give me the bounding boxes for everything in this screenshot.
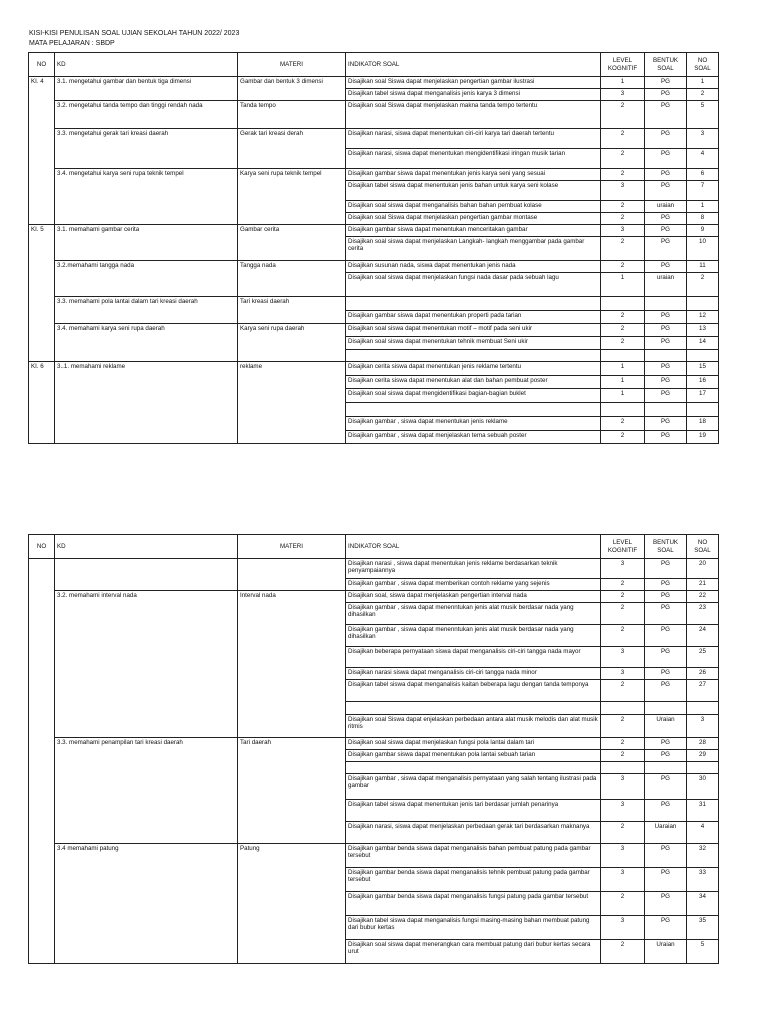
question-number-cell: 20 [687, 559, 719, 579]
level-cell: 2 [601, 822, 645, 844]
indicator-cell: Disajikan narasi , siswa dapat menentukan jenis reklame berdasarkan teknik penyampaiannya [346, 559, 601, 579]
indicator-cell: Disajikan gambar , siswa dapat menenntukan jenis alat musik berdasar nada yang dihasilkan [346, 603, 601, 625]
indicator-cell: Disajikan soal siswa dapat menjelaskan fungsi nada dasar pada sebuah lagu [346, 273, 601, 297]
question-number-cell: 3 [687, 715, 719, 738]
indicator-cell [346, 297, 601, 311]
question-number-cell: 28 [687, 738, 719, 750]
level-cell: 3 [601, 647, 645, 668]
level-cell: 2 [601, 591, 645, 603]
question-number-cell: 30 [687, 774, 719, 800]
indicator-cell: Disajikan gambar benda siswa dapat menganalisis fungsi patung pada gambar tersebut [346, 892, 601, 916]
level-cell: 1 [601, 389, 645, 403]
question-type-cell: PG [645, 337, 687, 350]
level-cell [601, 297, 645, 311]
level-cell: 2 [601, 324, 645, 337]
indicator-cell: Disajikan tabel siswa dapat menganalisis fungsi masing-masing bahan membuat patung dari bubur kertas [346, 916, 601, 940]
col-header-no: NO [29, 535, 55, 559]
col-header-materi: MATERI [238, 535, 346, 559]
materi-cell: Gerak tari kreasi derah [238, 129, 346, 169]
level-cell: 2 [601, 750, 645, 762]
level-cell: 2 [601, 337, 645, 350]
level-cell: 2 [601, 603, 645, 625]
level-cell: 2 [601, 311, 645, 324]
question-number-cell: 1 [687, 201, 719, 213]
col-header-materi: MATERI [238, 53, 346, 77]
level-cell: 1 [601, 273, 645, 297]
col-header-no-soal: NO SOAL [687, 535, 719, 559]
question-type-cell: Uaraian [645, 822, 687, 844]
indicator-cell: Disajikan gambar , siswa dapat menenntukan jenis alat musik berdasar nada yang dihasilkan [346, 625, 601, 647]
question-number-cell [687, 350, 719, 362]
question-number-cell: 11 [687, 261, 719, 273]
question-type-cell: PG [645, 237, 687, 261]
indicator-cell: Disajikan tabel siswa dapat menganalisis jenis karya 3 dimensi [346, 89, 601, 101]
question-type-cell: PG [645, 324, 687, 337]
question-number-cell: 31 [687, 800, 719, 822]
materi-cell: reklame [238, 362, 346, 444]
materi-cell: Karya seni rupa teknik tempel [238, 169, 346, 225]
question-type-cell: PG [645, 916, 687, 940]
indicator-cell: Disajikan soal siswa dapat mengidentifikasi bagian-bagian buklet [346, 389, 601, 403]
question-number-cell: 24 [687, 625, 719, 647]
level-cell [601, 762, 645, 774]
indicator-cell: Disajikan cerita siswa dapat menentukan jenis reklame tertentu [346, 362, 601, 376]
question-type-cell: PG [645, 680, 687, 702]
level-cell: 2 [601, 261, 645, 273]
kd-cell: 3.1. memahami gambar cerita [55, 225, 238, 261]
question-number-cell: 12 [687, 311, 719, 324]
col-header-no: NO [29, 53, 55, 77]
level-cell: 2 [601, 417, 645, 431]
question-number-cell [687, 297, 719, 311]
level-cell: 3 [601, 868, 645, 892]
question-type-cell: PG [645, 868, 687, 892]
kd-cell [55, 559, 238, 591]
question-number-cell: 35 [687, 916, 719, 940]
indicator-cell: Disajikan soal Siswa dapat menjelaskan makna tanda tempo tertentu [346, 101, 601, 129]
blueprint-table-2 [28, 534, 719, 964]
question-type-cell: PG [645, 892, 687, 916]
question-number-cell: 29 [687, 750, 719, 762]
question-type-cell: PG [645, 213, 687, 225]
question-number-cell: 5 [687, 940, 719, 964]
kd-cell: 3.2. mengetahui tanda tempo dan tinggi rendah nada [55, 101, 238, 129]
level-cell: 3 [601, 844, 645, 868]
table-header-row [29, 53, 719, 77]
indicator-cell: Disajikan gambar , siswa dapat menentukan jenis reklame [346, 417, 601, 431]
question-number-cell: 32 [687, 844, 719, 868]
materi-cell [238, 559, 346, 591]
col-header-kd: KD [55, 53, 238, 77]
materi-cell: Interval nada [238, 591, 346, 738]
indicator-cell: Disajikan gambar benda siswa dapat menganalisis tehnik pembuat patung pada gambar tersebut [346, 868, 601, 892]
question-type-cell [645, 297, 687, 311]
col-header-bentuk: BENTUK SOAL [645, 535, 687, 559]
indicator-cell [346, 762, 601, 774]
document-header [29, 29, 239, 49]
question-number-cell: 33 [687, 868, 719, 892]
question-type-cell: PG [645, 417, 687, 431]
level-cell: 2 [601, 149, 645, 169]
question-type-cell: PG [645, 225, 687, 237]
indicator-cell: Disajikan gambar siswa dapat menentukan menceritakan gambar [346, 225, 601, 237]
indicator-cell: Disajikan soal siswa dapat menjelaskan Langkah- langkah menggambar pada gambar cerita [346, 237, 601, 261]
question-number-cell [687, 403, 719, 417]
level-cell: 2 [601, 625, 645, 647]
level-cell: 3 [601, 800, 645, 822]
question-type-cell: uraian [645, 201, 687, 213]
col-header-kd: KD [55, 535, 238, 559]
question-type-cell: PG [645, 844, 687, 868]
kd-cell: 3.3. memahami penampilan tari kreasi daerah [55, 738, 238, 844]
indicator-cell [346, 403, 601, 417]
question-number-cell: 4 [687, 149, 719, 169]
level-cell [601, 350, 645, 362]
indicator-cell: Disajikan gambar , siswa dapat menganalisis pernyataan yang salah tentang ilustrasi pada gambar [346, 774, 601, 800]
level-cell: 2 [601, 213, 645, 225]
level-cell: 2 [601, 738, 645, 750]
level-cell: 2 [601, 940, 645, 964]
indicator-cell: Disajikan gambar benda siswa dapat menganalisis bahan pembuat patung pada gambar tersebut [346, 844, 601, 868]
question-number-cell: 21 [687, 579, 719, 591]
question-type-cell: PG [645, 603, 687, 625]
indicator-cell: Disajikan susunan nada, siswa dapat menentukan jenis nada [346, 261, 601, 273]
materi-cell: Tangga nada [238, 261, 346, 297]
indicator-cell: Disajikan narasi siswa dapat menganalisis ciri-ciri tangga nada minor [346, 668, 601, 680]
level-cell: 3 [601, 774, 645, 800]
indicator-cell: Disajikan gambar , siswa dapat menjelaskan tema sebuah poster [346, 431, 601, 444]
ki-label: KI. 4 [29, 77, 55, 225]
question-type-cell: PG [645, 774, 687, 800]
kd-cell: 3.2. memahami interval nada [55, 591, 238, 738]
question-type-cell: Uraian [645, 715, 687, 738]
indicator-cell: Disajikan soal Siswa dapat enjelaskan perbedaan antara alat musik melodis dan alat musik ritmis [346, 715, 601, 738]
level-cell: 2 [601, 129, 645, 149]
ki-label: KI. 5 [29, 225, 55, 362]
question-number-cell: 3 [687, 129, 719, 149]
question-number-cell: 19 [687, 431, 719, 444]
materi-cell: Gambar dan bentuk 3 dimensi [238, 77, 346, 101]
level-cell: 3 [601, 668, 645, 680]
question-type-cell: PG [645, 668, 687, 680]
ki-label: KI. 6 [29, 362, 55, 444]
question-number-cell: 23 [687, 603, 719, 625]
indicator-cell: Disajikan soal siswa dapat menjelaskan fungsi pola lantai dalam tari [346, 738, 601, 750]
question-type-cell [645, 350, 687, 362]
question-type-cell: PG [645, 389, 687, 403]
document-title: KISI-KISI PENULISAN SOAL UJIAN SEKOLAH TAHUN 2022/ 2023 [29, 30, 240, 37]
level-cell: 1 [601, 376, 645, 389]
indicator-cell [346, 350, 601, 362]
indicator-cell: Disajikan soal, siswa dapat menjelaskan pengertian interval nada [346, 591, 601, 603]
question-number-cell: 15 [687, 362, 719, 376]
question-type-cell [645, 702, 687, 715]
question-type-cell: PG [645, 376, 687, 389]
indicator-cell: Disajikan soal Siswa dapat menjelaskan pengertian gambar ilustrasi [346, 77, 601, 89]
indicator-cell: Disajikan narasi, siswa dapat menentukan ciri-ciri karya tari daerah tertentu [346, 129, 601, 149]
indicator-cell: Disajikan soal siswa dapat menerangkan cara membuat patung dari bubur kertas secara urut [346, 940, 601, 964]
materi-cell: Tari daerah [238, 738, 346, 844]
kd-cell: 3.1. mengetahui gambar dan bentuk tiga dimensi [55, 77, 238, 101]
materi-cell: Tanda tempo [238, 101, 346, 129]
kd-cell: 3.4 memahami patung [55, 844, 238, 964]
col-header-indikator: INDIKATOR SOAL [346, 535, 601, 559]
question-type-cell: PG [645, 311, 687, 324]
question-number-cell: 10 [687, 237, 719, 261]
question-number-cell: 27 [687, 680, 719, 702]
question-type-cell: PG [645, 181, 687, 201]
question-number-cell: 2 [687, 273, 719, 297]
question-type-cell: PG [645, 559, 687, 579]
question-number-cell: 2 [687, 89, 719, 101]
indicator-cell: Disajikan tabel siswa dapat menentukan jenis tari berdasar jumlah penarinya [346, 800, 601, 822]
kd-cell: 3..1. memahami reklame [55, 362, 238, 444]
indicator-cell: Disajikan gambar siswa dapat menentukan properti pada tarian [346, 311, 601, 324]
question-number-cell: 25 [687, 647, 719, 668]
indicator-cell: Disajikan cerita siswa dapat menentukan alat dan bahan pembuat poster [346, 376, 601, 389]
level-cell: 3 [601, 559, 645, 579]
question-number-cell: 13 [687, 324, 719, 337]
table-header-row [29, 535, 719, 559]
level-cell: 1 [601, 77, 645, 89]
no-cell [29, 559, 55, 964]
question-type-cell: PG [645, 647, 687, 668]
col-header-bentuk: BENTUK SOAL [645, 53, 687, 77]
indicator-cell: Disajikan beberapa pernyataan siswa dapat menganalisis ciri-ciri tangga nada mayor [346, 647, 601, 668]
level-cell: 3 [601, 181, 645, 201]
subject-line: MATA PELAJARAN : SBDP [29, 40, 115, 47]
materi-cell: Patung [238, 844, 346, 964]
question-type-cell: PG [645, 625, 687, 647]
level-cell: 2 [601, 101, 645, 129]
question-number-cell: 26 [687, 668, 719, 680]
question-number-cell: 22 [687, 591, 719, 603]
question-type-cell: PG [645, 750, 687, 762]
indicator-cell: Disajikan narasi, siswa dapat menjelaskan perbedaan gerak tari berdasarkan maknanya [346, 822, 601, 844]
materi-cell: Karya seni rupa daerah [238, 324, 346, 362]
question-type-cell: PG [645, 101, 687, 129]
level-cell: 2 [601, 237, 645, 261]
blueprint-table-1 [28, 52, 719, 444]
question-type-cell: PG [645, 89, 687, 101]
question-type-cell: PG [645, 261, 687, 273]
indicator-cell: Disajikan soal Siswa dapat menjelaskan pengertian gambar montase [346, 213, 601, 225]
question-type-cell: uraian [645, 273, 687, 297]
indicator-cell: Disajikan tabel siswa dapat menentukan jenis bahan untuk karya seni kolase [346, 181, 601, 201]
level-cell: 3 [601, 916, 645, 940]
indicator-cell: Disajikan gambar siswa dapat menentukan pola lantai sebuah tarian [346, 750, 601, 762]
question-number-cell: 6 [687, 169, 719, 181]
question-number-cell: 16 [687, 376, 719, 389]
question-number-cell: 9 [687, 225, 719, 237]
level-cell: 2 [601, 715, 645, 738]
indicator-cell: Disajikan soal siswa dapat menentukan motif – motif pada seni ukir [346, 324, 601, 337]
level-cell [601, 702, 645, 715]
level-cell: 2 [601, 579, 645, 591]
question-number-cell: 8 [687, 213, 719, 225]
indicator-cell: Disajikan tabel siswa dapat menganalisis kaitan beberapa lagu dengan tanda temponya [346, 680, 601, 702]
materi-cell: Gambar cerita [238, 225, 346, 261]
question-number-cell: 34 [687, 892, 719, 916]
question-number-cell [687, 762, 719, 774]
indicator-cell [346, 702, 601, 715]
level-cell: 1 [601, 362, 645, 376]
level-cell: 3 [601, 89, 645, 101]
level-cell: 2 [601, 680, 645, 702]
question-type-cell: Uraian [645, 940, 687, 964]
question-number-cell: 7 [687, 181, 719, 201]
level-cell: 2 [601, 892, 645, 916]
question-type-cell [645, 403, 687, 417]
question-type-cell: PG [645, 149, 687, 169]
col-header-level: LEVEL KOGNITIF [601, 535, 645, 559]
question-type-cell: PG [645, 579, 687, 591]
kd-cell: 3.3. memahami pola lantai dalam tari kreasi daerah [55, 297, 238, 324]
col-header-level: LEVEL KOGNITIF [601, 53, 645, 77]
kd-cell: 3.3. mengetahui gerak tari kreasi daerah [55, 129, 238, 169]
question-number-cell: 17 [687, 389, 719, 403]
indicator-cell: Disajikan gambar siswa dapat menentukan jenis karya seni yang sesuai [346, 169, 601, 181]
indicator-cell: Disajikan gambar , siswa dapat memberikan contoh reklame yang sejenis [346, 579, 601, 591]
question-number-cell: 4 [687, 822, 719, 844]
level-cell: 3 [601, 225, 645, 237]
kd-cell: 3.4. memahami karya seni rupa daerah [55, 324, 238, 362]
question-number-cell [687, 702, 719, 715]
question-number-cell: 18 [687, 417, 719, 431]
materi-cell: Tari kreasi daerah [238, 297, 346, 324]
level-cell: 2 [601, 169, 645, 181]
kd-cell: 3.4. mengetahui karya seni rupa teknik tempel [55, 169, 238, 225]
question-number-cell: 5 [687, 101, 719, 129]
question-type-cell: PG [645, 431, 687, 444]
question-type-cell: PG [645, 169, 687, 181]
indicator-cell: Disajikan narasi, siswa dapat menentukan mengidentifikasi iringan musik tarian [346, 149, 601, 169]
question-type-cell [645, 762, 687, 774]
kd-cell: 3.2.memahami tangga nada [55, 261, 238, 297]
question-number-cell: 14 [687, 337, 719, 350]
level-cell: 2 [601, 201, 645, 213]
question-type-cell: PG [645, 738, 687, 750]
col-header-indikator: INDIKATOR SOAL [346, 53, 601, 77]
question-number-cell: 1 [687, 77, 719, 89]
indicator-cell: Disajikan soal siswa dapat menentukan tehnik membuat Seni ukir [346, 337, 601, 350]
level-cell: 2 [601, 431, 645, 444]
level-cell [601, 403, 645, 417]
col-header-no-soal: NO SOAL [687, 53, 719, 77]
indicator-cell: Disajikan soal siswa dapat menganalisis bahan bahan pembuat kolase [346, 201, 601, 213]
question-type-cell: PG [645, 591, 687, 603]
question-type-cell: PG [645, 800, 687, 822]
question-type-cell: PG [645, 129, 687, 149]
question-type-cell: PG [645, 362, 687, 376]
question-type-cell: PG [645, 77, 687, 89]
